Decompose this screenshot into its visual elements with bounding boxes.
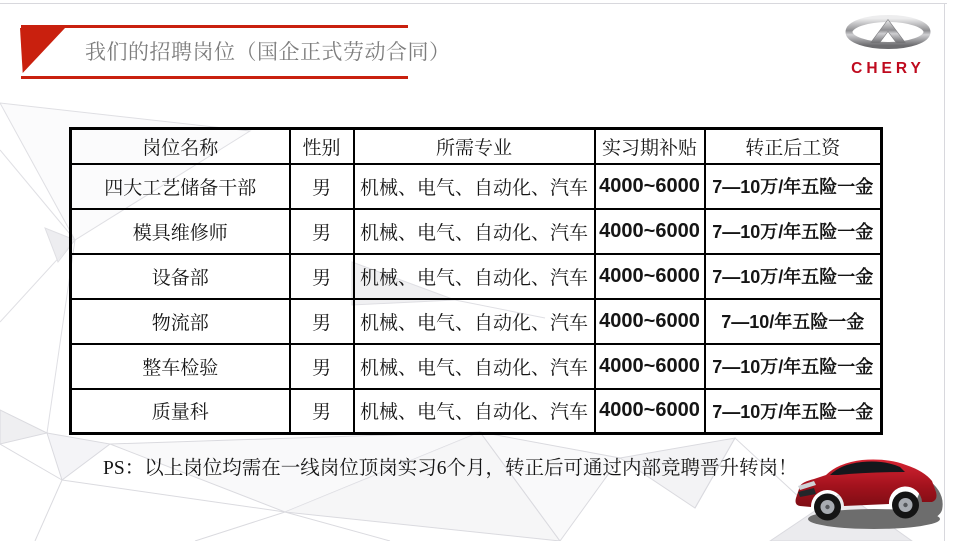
ps-note: PS：以上岗位均需在一线岗位顶岗实习6个月，转正后可通过内部竞聘晋升转岗！ xyxy=(103,458,798,479)
cell-subsidy: 4000~6000 xyxy=(595,389,705,434)
table-row xyxy=(71,209,882,254)
cell-salary: 7—10万/年五险一金 xyxy=(705,389,882,434)
red-suv-image xyxy=(788,448,950,538)
cell-gender: 男 xyxy=(290,389,354,434)
title-top-rule xyxy=(21,25,408,28)
title-bottom-rule xyxy=(21,76,408,79)
cell-majors: 机械、电气、自动化、汽车 xyxy=(354,254,595,299)
jobs-table xyxy=(69,127,883,435)
table-row xyxy=(71,389,882,434)
cell-position: 物流部 xyxy=(71,299,290,344)
cell-position: 设备部 xyxy=(71,254,290,299)
chery-logo xyxy=(836,13,940,78)
cell-salary: 7—10万/年五险一金 xyxy=(705,164,882,209)
cell-majors: 机械、电气、自动化、汽车 xyxy=(354,209,595,254)
table-row xyxy=(71,254,882,299)
header-gender: 性别 xyxy=(290,129,354,164)
cell-position: 模具维修师 xyxy=(71,209,290,254)
cell-gender: 男 xyxy=(290,344,354,389)
page-title: 我们的招聘岗位（国企正式劳动合同） xyxy=(85,40,451,64)
table-header-row xyxy=(71,129,882,164)
cell-majors: 机械、电气、自动化、汽车 xyxy=(354,389,595,434)
cell-salary: 7—10万/年五险一金 xyxy=(705,209,882,254)
cell-gender: 男 xyxy=(290,164,354,209)
header-majors: 所需专业 xyxy=(354,129,595,164)
slide-top-border xyxy=(0,3,947,4)
cell-majors: 机械、电气、自动化、汽车 xyxy=(354,164,595,209)
cell-position: 四大工艺储备干部 xyxy=(71,164,290,209)
cell-salary: 7—10万/年五险一金 xyxy=(705,344,882,389)
cell-majors: 机械、电气、自动化、汽车 xyxy=(354,299,595,344)
cell-position: 质量科 xyxy=(71,389,290,434)
cell-gender: 男 xyxy=(290,299,354,344)
cell-subsidy: 4000~6000 xyxy=(595,164,705,209)
cell-subsidy: 4000~6000 xyxy=(595,299,705,344)
cell-subsidy: 4000~6000 xyxy=(595,254,705,299)
cell-gender: 男 xyxy=(290,254,354,299)
header-position: 岗位名称 xyxy=(71,129,290,164)
cell-majors: 机械、电气、自动化、汽车 xyxy=(354,344,595,389)
cell-gender: 男 xyxy=(290,209,354,254)
table-row xyxy=(71,164,882,209)
cell-salary: 7—10万/年五险一金 xyxy=(705,254,882,299)
cell-salary: 7—10/年五险一金 xyxy=(705,299,882,344)
table-row xyxy=(71,299,882,344)
header-subsidy: 实习期补贴 xyxy=(595,129,705,164)
cell-subsidy: 4000~6000 xyxy=(595,209,705,254)
chery-wordmark: CHERY xyxy=(851,60,925,77)
chery-emblem-icon xyxy=(836,13,940,53)
cell-position: 整车检验 xyxy=(71,344,290,389)
table-row xyxy=(71,344,882,389)
cell-subsidy: 4000~6000 xyxy=(595,344,705,389)
header-salary: 转正后工资 xyxy=(705,129,882,164)
jobs-table-container xyxy=(69,127,883,435)
